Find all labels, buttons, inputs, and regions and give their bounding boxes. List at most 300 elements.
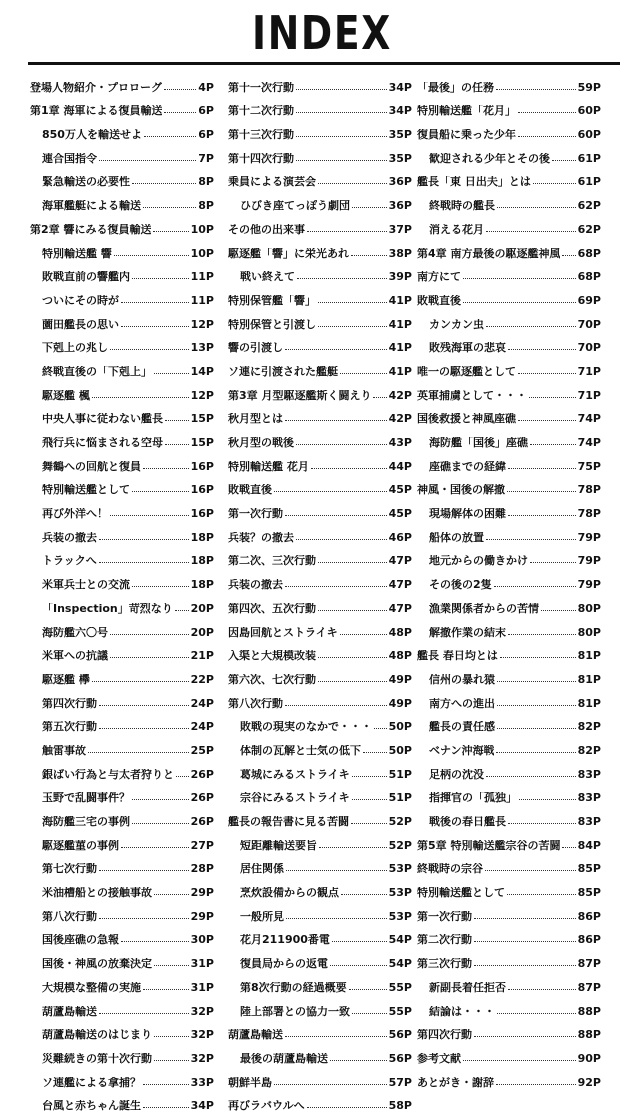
index-entry — [417, 590, 601, 614]
page-number: 81P — [577, 672, 601, 686]
page-number: 85P — [577, 862, 601, 876]
entry-label: 唯一の駆逐艦として — [417, 365, 516, 377]
entry-label: あとがき・謝辞 — [417, 1076, 494, 1088]
leader-dots — [114, 255, 189, 256]
leader-dots — [530, 444, 576, 445]
index-entry — [30, 638, 214, 662]
entry-label: 艦長の責任感 — [429, 721, 495, 733]
leader-dots — [330, 1060, 387, 1061]
page-number: 88P — [577, 1004, 601, 1018]
entry-label: 中央人事に従わない艦長 — [42, 413, 163, 425]
entry-label: 戦後の春日艦長 — [429, 816, 506, 827]
page-number: 50P — [388, 720, 412, 734]
entry-label: 大規模な整備の実施 — [42, 981, 141, 993]
page-number: 24P — [190, 696, 214, 710]
index-entry — [228, 401, 412, 425]
entry-label: 兵装？の撤去 — [228, 531, 294, 543]
leader-dots — [143, 207, 196, 208]
page-number: 84P — [577, 838, 601, 852]
index-entry — [417, 969, 601, 993]
leader-dots — [154, 965, 189, 966]
page-number: 81P — [577, 696, 601, 710]
page-number: 51P — [388, 791, 412, 805]
page-number: 12P — [190, 317, 214, 331]
page-number: 26P — [190, 815, 214, 828]
index-entry — [417, 448, 601, 472]
leader-dots — [352, 1013, 387, 1014]
page-number: 87P — [577, 980, 601, 994]
page-number: 70P — [577, 317, 601, 331]
page-number: 86P — [577, 909, 601, 923]
leader-dots — [132, 183, 196, 184]
leader-dots — [494, 586, 576, 587]
leader-dots — [373, 397, 386, 398]
entry-label: 第四次行動 — [42, 697, 97, 709]
page-number: 82P — [577, 720, 601, 734]
entry-label: 秋月型とは — [228, 413, 283, 425]
page-number: 60P — [577, 128, 601, 142]
entry-label: 再び外洋へ！ — [42, 508, 108, 520]
index-entry — [228, 1088, 412, 1112]
index-entry — [417, 69, 601, 93]
page-number: 74P — [577, 412, 601, 426]
page-number: 41P — [388, 293, 412, 307]
index-entry — [228, 1040, 412, 1064]
index-entry — [228, 1064, 412, 1088]
index-entry — [417, 330, 601, 354]
page-number: 45P — [388, 507, 412, 521]
index-entry — [417, 566, 601, 590]
chapter-heading — [30, 93, 214, 117]
index-entry — [417, 993, 601, 1017]
entry-label: 国後救援と神風座礁 — [417, 413, 516, 425]
entry-label: ベナン沖海戦 — [429, 744, 495, 756]
entry-label: 連合国指令 — [42, 152, 97, 164]
chapter-heading — [30, 211, 214, 235]
leader-dots — [518, 420, 576, 421]
leader-dots — [485, 870, 576, 871]
page-number: 56P — [388, 1028, 412, 1042]
leader-dots — [497, 705, 576, 706]
entry-label: 現場解体の困難 — [429, 508, 506, 520]
entry-label: 駆逐艦 欅 — [42, 673, 90, 685]
leader-dots — [486, 539, 576, 540]
entry-label: 敗戦直前の響艦内 — [42, 271, 130, 283]
leader-dots — [496, 89, 576, 90]
entry-label: 神風・国後の解撤 — [417, 484, 505, 496]
leader-dots — [99, 728, 189, 729]
page-number: 18P — [190, 554, 214, 568]
entry-label: 海防艦六〇号 — [42, 626, 108, 638]
index-entry — [417, 945, 601, 969]
entry-label: 第一次行動 — [228, 508, 283, 520]
index-entry — [30, 922, 214, 946]
entry-label: 第2章 響にみる復員輸送 — [30, 223, 152, 235]
index-entry — [417, 709, 601, 733]
leader-dots — [285, 705, 387, 706]
index-entry — [228, 448, 412, 472]
leader-dots — [99, 1013, 189, 1014]
page-number: 80P — [577, 601, 601, 615]
page-number: 78P — [577, 483, 601, 497]
entry-label: 終戦時の宗谷 — [417, 863, 483, 875]
leader-dots — [318, 562, 387, 563]
index-entry — [417, 353, 601, 377]
index-entry — [30, 330, 214, 354]
leader-dots — [110, 349, 189, 350]
index-entry — [417, 661, 601, 685]
leader-dots — [121, 941, 189, 942]
page-number: 31P — [190, 957, 214, 971]
entry-label: 地元からの働きかけ — [429, 555, 528, 567]
entry-label: 国後・神風の放棄決定 — [42, 958, 152, 970]
index-entry — [228, 874, 412, 898]
entry-label: 玉野で乱闘事件？ — [42, 792, 130, 804]
entry-label: 駆逐艦 楓 — [42, 389, 90, 401]
entry-label: 国後座礁の急報 — [42, 934, 119, 946]
index-column-2 — [228, 69, 412, 1111]
index-entry — [30, 756, 214, 780]
page-number: 62P — [577, 222, 601, 236]
entry-label: カンカン虫 — [429, 318, 484, 330]
title-underline — [28, 62, 620, 65]
entry-label: 敗戦の現実のなかで・・・ — [240, 721, 372, 733]
entry-label: 歓迎される少年とその後 — [429, 152, 550, 164]
index-entry — [417, 1017, 601, 1041]
page-number: 71P — [577, 388, 601, 402]
chapter-heading — [228, 377, 412, 401]
leader-dots — [474, 918, 576, 919]
leader-dots — [319, 847, 387, 848]
leader-dots — [143, 1084, 189, 1085]
page-number: 87P — [577, 957, 601, 971]
index-entry — [417, 424, 601, 448]
index-entry — [417, 187, 601, 211]
leader-dots — [374, 728, 387, 729]
leader-dots — [474, 965, 576, 966]
index-entry — [228, 187, 412, 211]
index-entry — [30, 874, 214, 898]
index-entry — [228, 140, 412, 164]
index-entry — [30, 969, 214, 993]
leader-dots — [99, 705, 189, 706]
index-entry — [417, 259, 601, 283]
page-number: 70P — [577, 341, 601, 355]
index-entry — [228, 93, 412, 117]
page-number: 92P — [577, 1075, 601, 1089]
index-entry — [228, 922, 412, 946]
entry-label: 烹炊設備からの観点 — [240, 887, 339, 899]
page-number: 13P — [190, 341, 214, 355]
leader-dots — [332, 941, 387, 942]
leader-dots — [318, 183, 387, 184]
index-entry — [228, 1017, 412, 1041]
leader-dots — [508, 468, 576, 469]
entry-label: 船体の放置 — [429, 531, 484, 543]
page-number: 83P — [577, 815, 601, 828]
leader-dots — [463, 278, 576, 279]
index-entry — [30, 1017, 214, 1041]
page-number: 39P — [388, 270, 412, 284]
page-number: 71P — [577, 364, 601, 378]
leader-dots — [110, 657, 189, 658]
index-entry — [30, 685, 214, 709]
page-number: 82P — [577, 743, 601, 757]
leader-dots — [311, 468, 387, 469]
entry-label: 飛行兵に悩まされる空母 — [42, 437, 163, 448]
entry-label: 第十二次行動 — [228, 105, 294, 117]
entry-label: 災難続きの第十次行動 — [42, 1052, 152, 1064]
index-entry — [417, 638, 601, 662]
leader-dots — [318, 302, 387, 303]
page-number: 47P — [388, 601, 412, 615]
entry-label: 第十一次行動 — [228, 81, 294, 93]
leader-dots — [496, 752, 575, 753]
page-number: 51P — [388, 767, 412, 781]
entry-label: 第十四次行動 — [228, 152, 294, 164]
leader-dots — [143, 1107, 189, 1108]
entry-label: 足柄の沈没 — [429, 768, 484, 780]
leader-dots — [552, 160, 576, 161]
page-number: 45P — [388, 483, 412, 497]
page-number: 32P — [190, 1028, 214, 1042]
index-entry — [30, 661, 214, 685]
index-entry — [30, 164, 214, 188]
index-entry — [228, 614, 412, 638]
index-entry — [228, 851, 412, 875]
entry-label: 「Inspection」苛烈なり — [42, 602, 173, 614]
page-number: 81P — [577, 649, 601, 663]
index-entry — [417, 164, 601, 188]
index-entry — [417, 803, 601, 827]
page-number: 57P — [388, 1075, 412, 1089]
entry-label: 「最後」の任務 — [417, 81, 494, 93]
index-entry — [417, 543, 601, 567]
page-number: 16P — [190, 459, 214, 473]
index-entry — [30, 259, 214, 283]
entry-label: 第四次行動 — [417, 1029, 472, 1041]
index-entry — [228, 709, 412, 733]
page-number: 53P — [388, 909, 412, 923]
index-entry — [228, 211, 412, 235]
entry-label: 南方への進出 — [429, 697, 495, 709]
page-number: 33P — [190, 1075, 214, 1089]
entry-label: 特別輸送艦 花月 — [228, 460, 309, 472]
entry-label: 最後の葫蘆島輸送 — [240, 1052, 328, 1064]
leader-dots — [340, 634, 387, 635]
page-number: 68P — [577, 270, 601, 284]
leader-dots — [154, 1036, 189, 1037]
entry-label: 解撤作業の結末 — [429, 626, 506, 638]
page-number: 55P — [388, 1004, 412, 1018]
leader-dots — [541, 610, 576, 611]
page-number: 29P — [190, 886, 214, 900]
chapter-heading — [417, 235, 601, 259]
entry-label: その他の出来事 — [228, 223, 305, 235]
entry-label: 特別輸送艦として — [417, 887, 505, 899]
entry-label: 信州の暴れ猿 — [429, 673, 495, 685]
page-number: 18P — [190, 578, 214, 592]
entry-label: 響の引渡し — [228, 342, 283, 354]
leader-dots — [286, 870, 387, 871]
entry-label: 座礁までの経緯 — [429, 460, 506, 472]
page-number: 31P — [190, 980, 214, 994]
page-number: 50P — [388, 743, 412, 757]
entry-label: 葛城にみるストライキ — [240, 768, 350, 780]
leader-dots — [164, 112, 196, 113]
entry-label: 下剋上の兆し — [42, 342, 108, 354]
chapter-heading — [417, 827, 601, 851]
index-column-3 — [417, 69, 601, 1088]
entry-label: 台風と赤ちゃん誕生 — [42, 1100, 141, 1112]
entry-label: 第8次行動の経過概要 — [240, 981, 347, 993]
index-entry — [228, 259, 412, 283]
index-entry — [30, 1088, 214, 1112]
page-number: 47P — [388, 554, 412, 568]
leader-dots — [296, 136, 387, 137]
index-entry — [228, 661, 412, 685]
leader-dots — [88, 752, 189, 753]
leader-dots — [143, 468, 189, 469]
index-entry — [228, 495, 412, 519]
entry-label: 花月211900番電 — [240, 934, 330, 946]
leader-dots — [165, 420, 189, 421]
page-number: 11P — [190, 270, 214, 284]
index-entry — [30, 116, 214, 140]
leader-dots — [352, 776, 387, 777]
index-entry — [30, 803, 214, 827]
leader-dots — [99, 160, 196, 161]
page-number: 27P — [190, 838, 214, 852]
index-entry — [417, 851, 601, 875]
entry-label: 特別輸送艦として — [42, 484, 130, 496]
entry-label: 漁業関係者からの苦情 — [429, 602, 539, 614]
page-number: 41P — [388, 341, 412, 355]
entry-label: その後の2隻 — [429, 579, 492, 591]
page-number: 54P — [388, 933, 412, 947]
entry-label: 葫蘆島輸送 — [228, 1029, 283, 1041]
page-number: 20P — [190, 625, 214, 639]
page-number: 29P — [190, 909, 214, 923]
leader-dots — [529, 397, 576, 398]
entry-label: 第八次行動 — [228, 697, 283, 709]
leader-dots — [463, 302, 576, 303]
leader-dots — [132, 799, 189, 800]
page-number: 30P — [190, 933, 214, 947]
page-number: 32P — [190, 1004, 214, 1018]
leader-dots — [296, 444, 387, 445]
entry-label: ソ連に引渡された艦艇 — [228, 365, 338, 377]
page-number: 15P — [190, 412, 214, 426]
entry-label: 結論は・・・ — [429, 1005, 495, 1017]
entry-label: 乗員による演芸会 — [228, 176, 316, 188]
index-entry — [417, 377, 601, 401]
entry-label: 消える花月 — [429, 223, 484, 235]
entry-label: 第十三次行動 — [228, 129, 294, 141]
entry-label: 英軍捕虜として・・・ — [417, 389, 527, 401]
index-entry — [228, 282, 412, 306]
entry-label: 登場人物紹介・プロローグ — [30, 81, 162, 93]
entry-label: 触雷事故 — [42, 744, 86, 756]
page-number: 35P — [388, 128, 412, 142]
page-number: 37P — [388, 222, 412, 236]
index-entry — [417, 282, 601, 306]
page-number: 22P — [190, 672, 214, 686]
entry-label: 第六次、七次行動 — [228, 673, 316, 685]
page-number: 78P — [577, 507, 601, 521]
leader-dots — [121, 302, 189, 303]
leader-dots — [92, 681, 189, 682]
index-column-1 — [30, 69, 214, 1111]
entry-label: トラックへ — [42, 555, 97, 567]
leader-dots — [363, 752, 387, 753]
entry-label: 指揮官の「孤独」 — [429, 792, 517, 804]
entry-label: 宗谷にみるストライキ — [240, 792, 350, 804]
index-entry — [417, 93, 601, 117]
index-entry — [30, 353, 214, 377]
leader-dots — [508, 823, 576, 824]
entry-label: 米油槽船との接触事故 — [42, 887, 152, 899]
leader-dots — [143, 989, 189, 990]
index-entry — [228, 993, 412, 1017]
leader-dots — [175, 610, 189, 611]
page-number: 68P — [577, 246, 601, 260]
leader-dots — [463, 1060, 576, 1061]
index-entry — [228, 638, 412, 662]
page-number: 62P — [577, 199, 601, 213]
page-number: 18P — [190, 530, 214, 544]
leader-dots — [176, 776, 189, 777]
page-number: 48P — [388, 649, 412, 663]
entry-label: 艦長「東 日出夫」とは — [417, 176, 531, 188]
leader-dots — [351, 823, 387, 824]
index-entry — [228, 780, 412, 804]
entry-label: 終戦時の艦長 — [429, 200, 495, 212]
page-number: 59P — [577, 80, 601, 94]
leader-dots — [154, 894, 189, 895]
entry-label: 駆逐艦菫の事例 — [42, 839, 119, 851]
leader-dots — [508, 349, 576, 350]
index-entry — [30, 851, 214, 875]
leader-dots — [518, 112, 576, 113]
index-entry — [228, 543, 412, 567]
index-entry — [30, 519, 214, 543]
entry-label: 駆逐艦「響」に栄光あれ — [228, 247, 349, 259]
index-entry — [228, 306, 412, 330]
page-number: 26P — [190, 791, 214, 805]
entry-label: 居住関係 — [240, 863, 284, 875]
entry-label: ついにその時が — [42, 294, 119, 306]
index-entry — [228, 164, 412, 188]
page-number: 14P — [190, 364, 214, 378]
page-number: 36P — [388, 175, 412, 189]
page-number: 43P — [388, 436, 412, 449]
page-number: 75P — [577, 459, 601, 473]
entry-label: 体制の瓦解と士気の低下 — [240, 744, 361, 756]
index-entry — [30, 448, 214, 472]
entry-label: 海防艦「国後」座礁 — [429, 437, 528, 448]
leader-dots — [341, 894, 387, 895]
entry-label: 参考文献 — [417, 1052, 461, 1064]
leader-dots — [164, 89, 196, 90]
entry-label: 秋月型の戦後 — [228, 437, 294, 448]
entry-label: 葫蘆島輸送 — [42, 1005, 97, 1017]
page-title: INDEX — [252, 6, 392, 60]
index-entry — [228, 519, 412, 543]
entry-label: 復員船に乗った少年 — [417, 129, 516, 141]
entry-label: 第五次行動 — [42, 721, 97, 733]
page-number: 16P — [190, 483, 214, 497]
